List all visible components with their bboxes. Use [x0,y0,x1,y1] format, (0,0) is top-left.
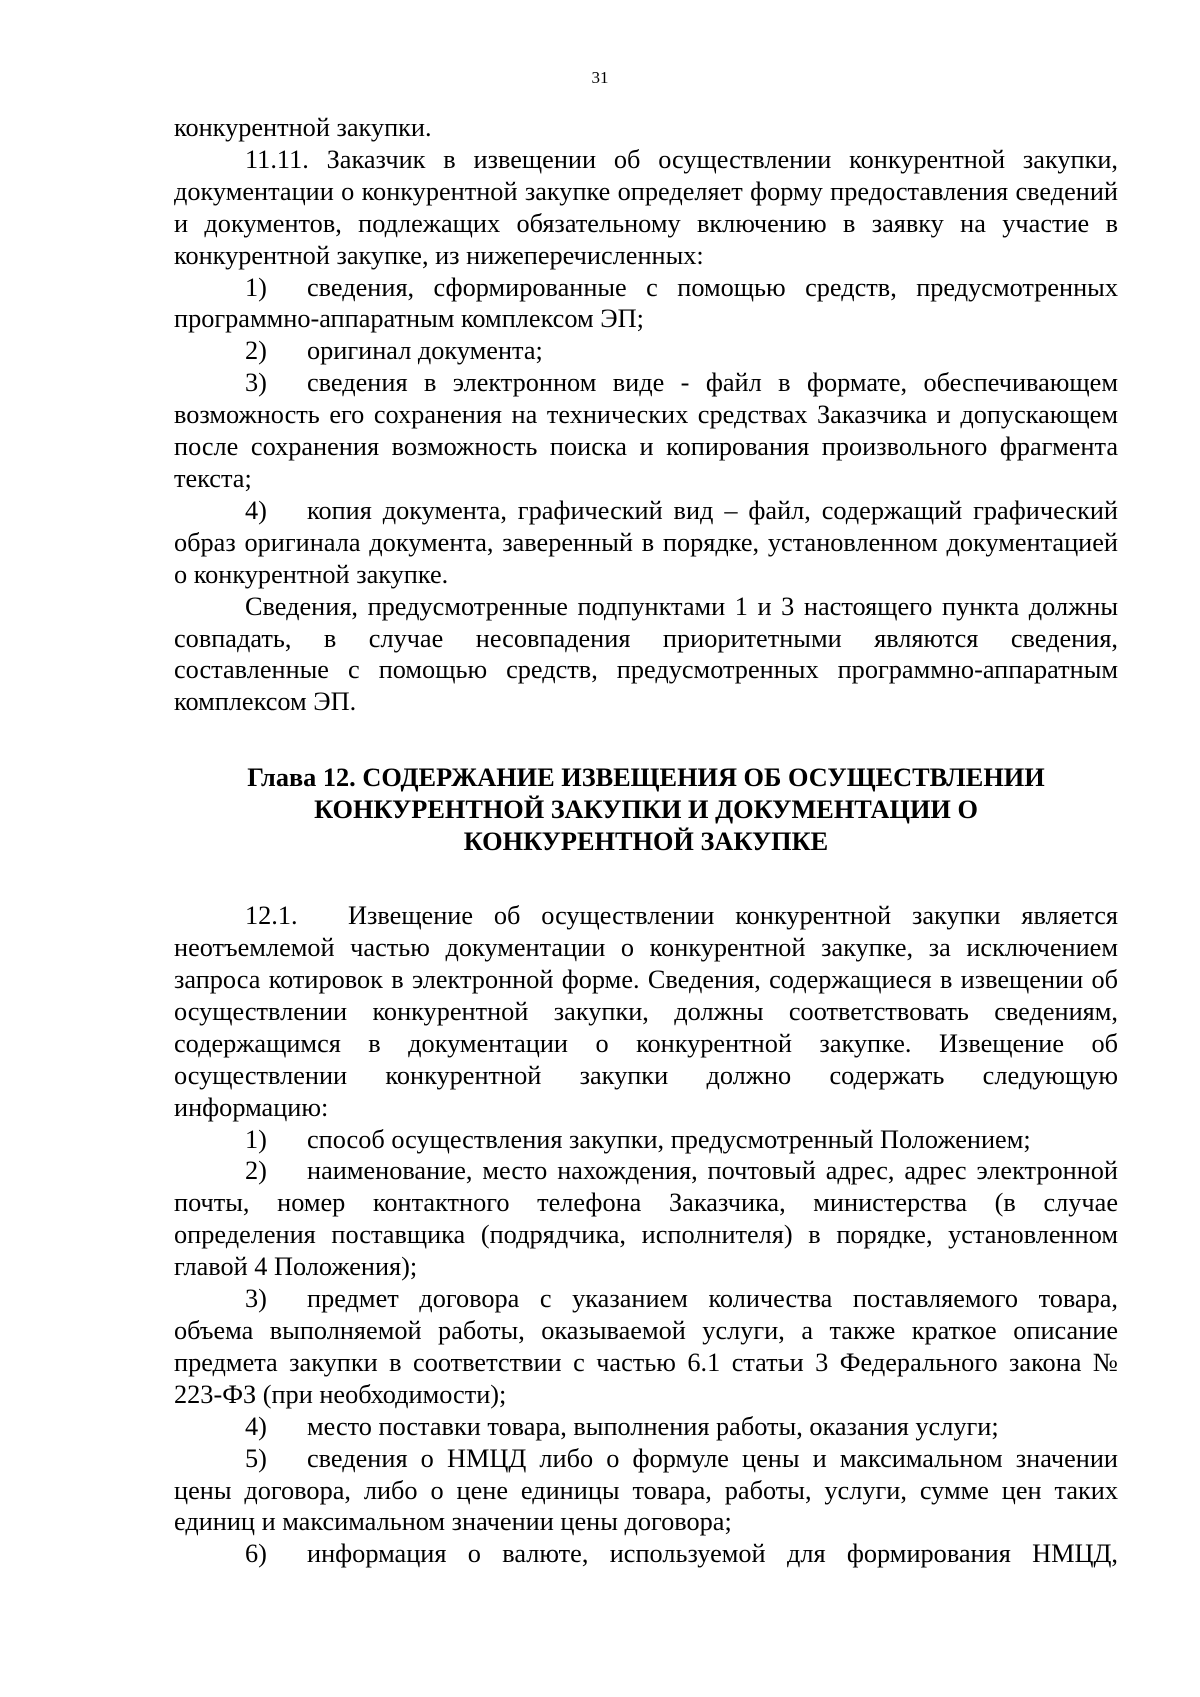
item-text: место поставки товара, выполнения работы, оказания услуги; [307,1411,999,1441]
section-12-1-item-2 [174,1155,1118,1283]
section-12-1-intro [174,900,1118,1123]
document-body [174,112,1118,1570]
item-number: 3) [245,368,267,398]
item-number: 4) [245,1411,267,1441]
item-text: способ осуществления закупки, предусмотренный Положением; [307,1124,1031,1154]
section-number: 12.1. [245,901,298,931]
section-12-1-item-6 [174,1538,1118,1570]
section-12-1-item-5 [174,1443,1118,1539]
page-number: 31 [591,68,609,87]
item-number: 2) [245,1156,267,1186]
item-text: копия документа, графический вид – файл, содержащий графический образ оригинала документа, заверенный в порядке, установленном документацией о конкурентной закупке. [174,495,1118,589]
item-number: 5) [245,1443,267,1473]
item-number: 3) [245,1284,267,1314]
section-11-11-intro: 11.11. Заказчик в извещении об осуществлении конкурентной закупки, документации о конкурентной закупке определяет форму предоставления сведений и документов, подлежащих обязательному включению в заявку на участие в конкурентной закупке, из нижеперечисленных: [174,144,1118,270]
chapter-title-line-1: Глава 12. СОДЕРЖАНИЕ ИЗВЕЩЕНИЯ ОБ ОСУЩЕСТВЛЕНИИ [247,763,1045,793]
item-number: 1) [245,272,267,302]
chapter-title-line-3: КОНКУРЕНТНОЙ ЗАКУПКЕ [463,827,829,857]
item-number: 2) [245,336,267,366]
item-number: 4) [245,495,267,525]
section-12-1-item-3 [174,1283,1118,1411]
section-11-11-item-3 [174,367,1118,495]
section-11-11-item-1 [174,272,1118,336]
item-text: сведения о НМЦД либо о формуле цены и максимальном значении цены договора, либо о цене единицы товара, работы, услуги, сумме цен таких единиц и максимальном значении цены договора; [174,1443,1118,1537]
section-11-11-note: Сведения, предусмотренные подпунктами 1 и 3 настоящего пункта должны совпадать, в случае несовпадения приоритетными являются сведения, составленные с помощью средств, предусмотренных программно-аппаратным комплексом ЭП. [174,591,1118,717]
section-text: Извещение об осуществлении конкурентной закупки является неотъемлемой частью документации о конкурентной закупке, за исключением запроса котировок в электронной форме. Сведения, содержащиеся в извещении об осуществлении конкурентной закупки, должны соответствовать сведениям, содержащимся в документации о конкурентной закупке. Извещение об осуществлении конкурентной закупки должно содержать следующую информацию: [174,901,1118,1122]
item-text: сведения в электронном виде - файл в формате, обеспечивающем возможность его сохранения на технических средствах Заказчика и допускающем после сохранения возможность поиска и копирования произвольного фрагмента текста; [174,368,1118,493]
item-text: информация о валюте, используемой для формирования НМЦД, [307,1539,1118,1569]
item-text: наименование, место нахождения, почтовый адрес, адрес электронной почты, номер контактного телефона Заказчика, министерства (в случае определения поставщика (подрядчика, исполнителя) в порядке, установленном главой 4 Положения); [174,1156,1118,1282]
item-text: сведения, сформированные с помощью средств, предусмотренных программно-аппаратным комплексом ЭП; [174,272,1118,334]
item-number: 6) [245,1539,267,1569]
section-12-1-item-1 [174,1124,1118,1156]
section-11-11-item-2 [174,335,1118,367]
item-text: предмет договора с указанием количества поставляемого товара, объема выполняемой работы, оказываемой услуги, а также краткое описание предмета закупки в соответствии с частью 6.1 статьи 3 Федерального закона № 223-ФЗ (при необходимости); [174,1284,1118,1409]
item-text: оригинал документа; [307,336,543,366]
continuation-text: конкурентной закупки. [174,113,432,142]
chapter-title-line-2: КОНКУРЕНТНОЙ ЗАКУПКИ И ДОКУМЕНТАЦИИ О [314,795,978,825]
chapter-12-heading [174,762,1118,858]
section-11-11-item-4 [174,495,1118,591]
item-number: 1) [245,1124,267,1154]
section-12-1-item-4 [174,1411,1118,1443]
